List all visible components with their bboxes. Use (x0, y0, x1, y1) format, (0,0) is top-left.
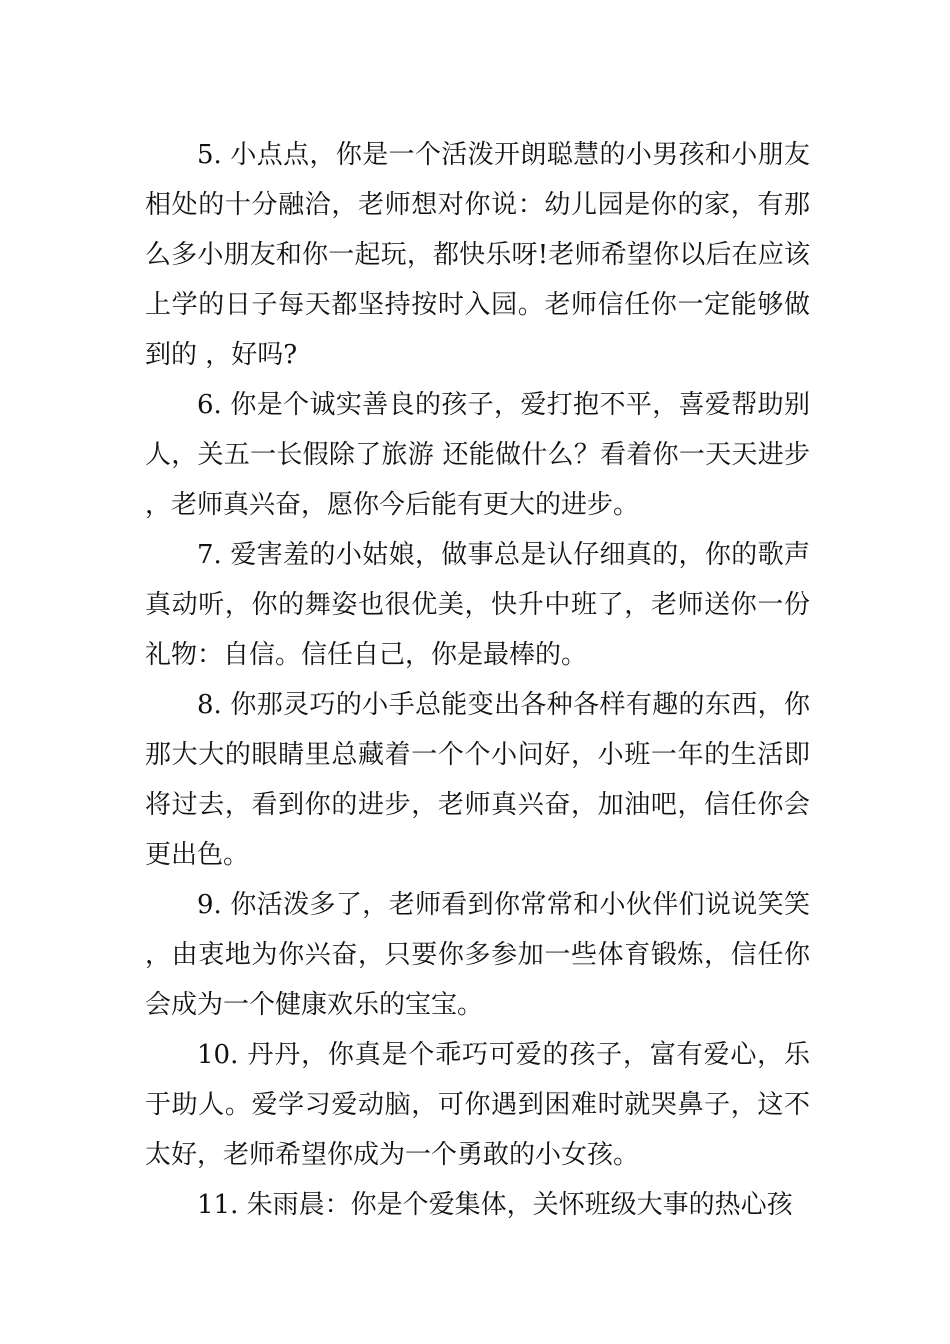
paragraph-9: 9. 你活泼多了，老师看到你常常和小伙伴们说说笑笑，由衷地为你兴奋，只要你多参加一些体育锻炼，信任你会成为一个健康欢乐的宝宝。 (145, 890, 810, 1020)
paragraph-11: 11. 朱雨晨：你是个爱集体，关怀班级大事的热心孩 (197, 1190, 793, 1220)
paragraph-7: 7. 爱害羞的小姑娘，做事总是认仔细真的，你的歌声真动听，你的舞姿也很优美，快升中班了，老师送你一份礼物：自信。信任自己，你是最棒的。 (145, 540, 810, 670)
paragraph-5: 5. 小点点，你是一个活泼开朗聪慧的小男孩和小朋友相处的十分融洽，老师想对你说：幼儿园是你的家，有那么多小朋友和你一起玩，都快乐呀!老师希望你以后在应该上学的日子每天都坚持按时入园。老师信任你一定能够做到的 ，好吗? (145, 140, 810, 370)
document-body (145, 130, 810, 1230)
paragraph-8: 8. 你那灵巧的小手总能变出各种各样有趣的东西，你那大大的眼睛里总藏着一个个小问好，小班一年的生活即将过去，看到你的进步，老师真兴奋，加油吧，信任你会更出色。 (145, 690, 810, 870)
paragraph-6: 6. 你是个诚实善良的孩子，爱打抱不平，喜爱帮助别人，关五一长假除了旅游 还能做什么？看着你一天天进步，老师真兴奋，愿你今后能有更大的进步。 (145, 390, 810, 520)
paragraph-10: 10. 丹丹，你真是个乖巧可爱的孩子，富有爱心，乐于助人。爱学习爱动脑，可你遇到困难时就哭鼻子，这不太好，老师希望你成为一个勇敢的小女孩。 (145, 1040, 810, 1170)
